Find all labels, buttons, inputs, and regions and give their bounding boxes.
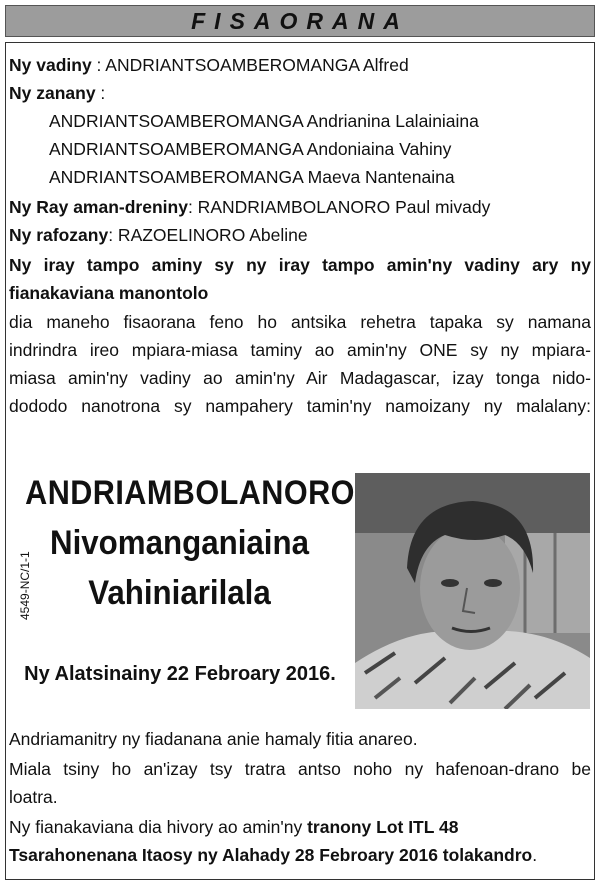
thanks-line-2: indrindra ireo mpiara-miasa taminy ao amin'ny ONE sy ny mpiara- bbox=[9, 340, 591, 360]
thanks-line-4: dododo nanotrona sy nampahery tamin'ny namoizany ny malalany: bbox=[9, 396, 591, 416]
child-name-3: ANDRIANTSOAMBEROMANGA Maeva Nantenaina bbox=[49, 167, 455, 187]
child-name-1: ANDRIANTSOAMBEROMANGA Andrianina Lalainiaina bbox=[49, 111, 479, 131]
deceased-surname: ANDRIAMBOLANORO bbox=[25, 474, 355, 512]
thanks-line-3: miasa amin'ny vadiny ao amin'ny Air Madagascar, izay tonga nido- bbox=[9, 368, 591, 388]
in-laws-line bbox=[9, 221, 591, 249]
gathering-address-1: tranony Lot ITL 48 bbox=[307, 817, 459, 837]
gathering-period: . bbox=[532, 845, 538, 865]
gathering-address-2: Tsarahonenana Itaosy ny Alahady 28 Febroary 2016 tolakandro bbox=[9, 845, 533, 865]
reference-code: 4549-NC/1-1 bbox=[18, 551, 32, 620]
gathering-line-2 bbox=[9, 841, 591, 869]
gathering-intro: Ny fianakaviana dia hivory ao amin'ny bbox=[9, 817, 308, 837]
in-laws-name: : RAZOELINORO Abeline bbox=[108, 225, 308, 245]
siblings-line-1: Ny iray tampo aminy sy ny iray tampo amin'ny vadiny ary ny bbox=[9, 255, 591, 275]
spouse-name: : ANDRIANTSOAMBEROMANGA Alfred bbox=[91, 55, 409, 75]
death-date: Ny Alatsinainy 22 Febroary 2016. bbox=[24, 663, 336, 685]
deceased-given-name-2: Vahiniarilala bbox=[88, 574, 271, 612]
notice-title: FISAORANA bbox=[5, 5, 595, 37]
blessing-line: Andriamanitry ny fiadanana anie hamaly fitia anareo. bbox=[9, 729, 418, 749]
apology-line-1: Miala tsiny ho an'izay tsy tratra antso noho ny hafenoan-drano be bbox=[9, 759, 591, 779]
deceased-given-name-1: Nivomanganiaina bbox=[49, 524, 309, 562]
parents-line bbox=[9, 193, 591, 221]
portrait-photo bbox=[355, 473, 590, 709]
parents-label: Ny Ray aman-dreniny bbox=[9, 197, 188, 217]
children-label: Ny zanany bbox=[9, 83, 96, 103]
spouse-label: Ny vadiny bbox=[9, 55, 92, 75]
spouse-line bbox=[9, 51, 591, 79]
in-laws-label: Ny rafozany bbox=[9, 225, 109, 245]
thanks-line-1: dia maneho fisaorana feno ho antsika rehetra tapaka sy namana bbox=[9, 312, 591, 332]
children-line bbox=[9, 79, 591, 107]
parents-name: : RANDRIAMBOLANORO Paul mivady bbox=[187, 197, 491, 217]
siblings-line-2: fianakaviana manontolo bbox=[9, 283, 209, 303]
apology-line-2: loatra. bbox=[9, 787, 58, 807]
children-colon: : bbox=[95, 83, 106, 103]
gathering-line-1 bbox=[9, 813, 591, 841]
child-name-2: ANDRIANTSOAMBEROMANGA Andoniaina Vahiny bbox=[49, 139, 452, 159]
